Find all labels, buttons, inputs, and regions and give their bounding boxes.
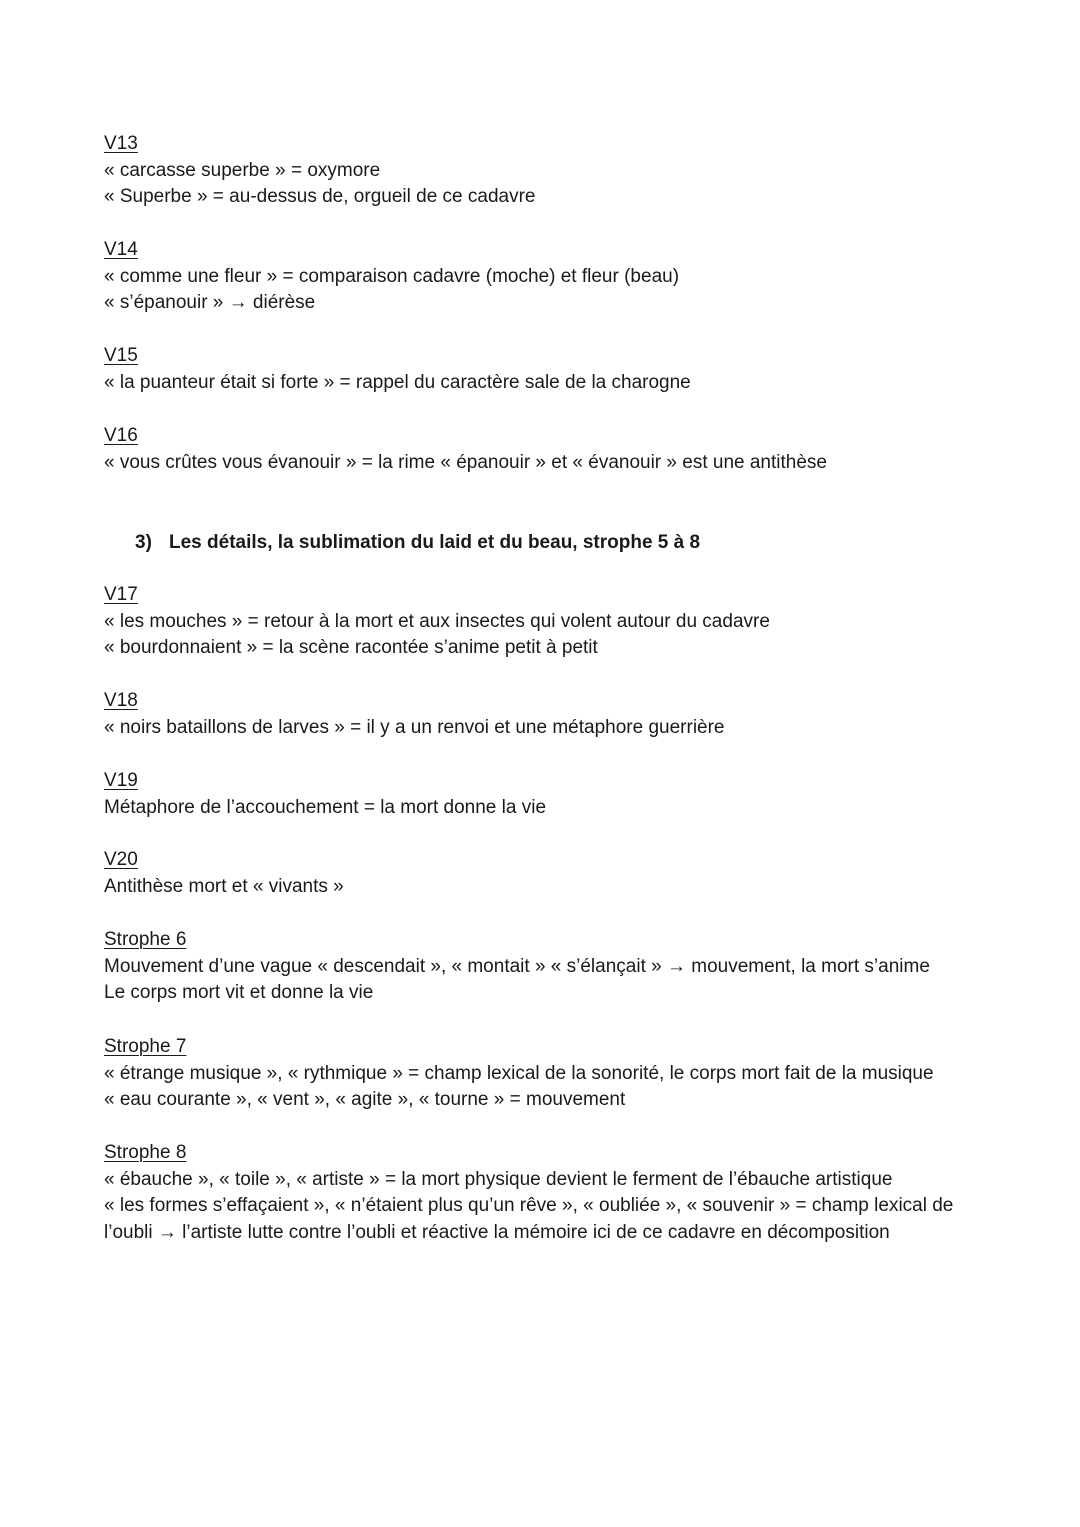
note-line: « ébauche », « toile », « artiste » = la mort physique devient le ferment de l’ébauche artistique [104, 1168, 893, 1190]
note-title: V15 [104, 345, 138, 366]
note-block-v19 [104, 768, 1004, 821]
note-block-v20 [104, 847, 1004, 900]
note-block-strophe-8 [104, 1140, 1004, 1246]
note-line: « les formes s’effaçaient », « n’étaient plus qu’un rêve », « oubliée », « souvenir » = champ lexical de [104, 1195, 954, 1216]
note-block-v17 [104, 582, 1004, 662]
note-line: « carcasse superbe » = oxymore [104, 159, 381, 181]
note-title: Strophe 7 [104, 1036, 187, 1057]
note-title: V19 [104, 770, 138, 791]
note-line: « la puanteur était si forte » = rappel du caractère sale de la charogne [104, 371, 691, 393]
note-line: « eau courante », « vent », « agite », « tourne » = mouvement [104, 1089, 626, 1110]
note-line: « comme une fleur » = comparaison cadavre (moche) et fleur (beau) [104, 265, 680, 287]
note-block-strophe-6 [104, 927, 1004, 1007]
note-title: Strophe 8 [104, 1142, 187, 1163]
note-title: Strophe 6 [104, 929, 187, 950]
note-line: Métaphore de l’accouchement = la mort donne la vie [104, 796, 547, 818]
note-line: Le corps mort vit et donne la vie [104, 982, 374, 1003]
section-number: 3) [135, 532, 152, 553]
note-line: Antithèse mort et « vivants » [104, 875, 344, 897]
note-title: V20 [104, 849, 138, 870]
note-line: « Superbe » = au-dessus de, orgueil de ce cadavre [104, 186, 536, 207]
note-line: « s’épanouir » → diérèse [104, 292, 316, 313]
section-heading [135, 530, 700, 556]
note-block-v15 [104, 343, 1004, 396]
note-block-v16 [104, 423, 1004, 476]
note-title: V16 [104, 425, 138, 446]
note-block-v18 [104, 688, 1004, 741]
note-line: l’oubli → l’artiste lutte contre l’oubli et réactive la mémoire ici de ce cadavre en décomposition [104, 1221, 890, 1243]
note-block-v14 [104, 237, 1004, 317]
note-block-strophe-7 [104, 1034, 1004, 1114]
note-title: V13 [104, 133, 138, 154]
note-title: V14 [104, 239, 138, 260]
section-title: Les détails, la sublimation du laid et du beau, strophe 5 à 8 [169, 532, 701, 553]
note-line: « vous crûtes vous évanouir » = la rime « épanouir » et « évanouir » est une antithèse [104, 451, 827, 473]
note-line: « les mouches » = retour à la mort et aux insectes qui volent autour du cadavre [104, 610, 770, 632]
note-title: V17 [104, 584, 138, 605]
note-block-v13 [104, 131, 1004, 211]
note-title: V18 [104, 690, 138, 711]
note-line: « étrange musique », « rythmique » = champ lexical de la sonorité, le corps mort fait de la musique [104, 1062, 934, 1084]
note-line: « bourdonnaient » = la scène racontée s’anime petit à petit [104, 637, 598, 658]
note-line: Mouvement d’une vague « descendait », « montait » « s’élançait » → mouvement, la mort s’anime [104, 955, 930, 977]
note-line: « noirs bataillons de larves » = il y a un renvoi et une métaphore guerrière [104, 716, 725, 738]
